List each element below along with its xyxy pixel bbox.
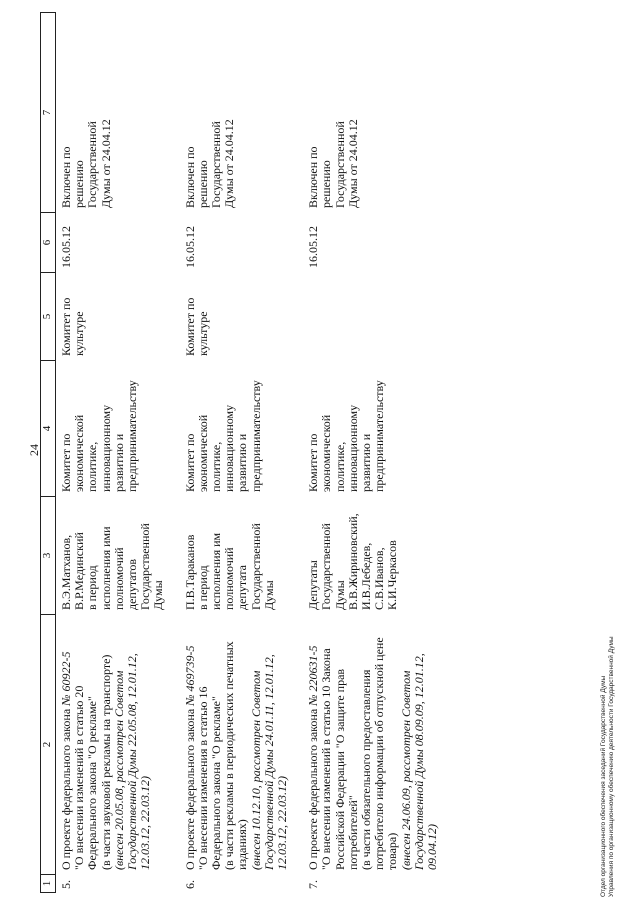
initiator-line: Думы [332,580,347,610]
column-header: 1 [41,875,56,893]
co-executor-line: культуре [195,311,210,356]
bill-description-line: Российской Федерации "О защите прав [332,668,347,870]
bill-description-line: (внесен 20.05.08, рассмотрен Советом [111,670,126,870]
committee-line: предпринимательству [248,380,263,492]
initiator-line: в период [85,565,100,610]
bill-description-line: 09.04.12) [425,824,440,870]
initiator-line: Думы [261,580,276,610]
initiator-line: исполнения им [209,532,224,610]
initiator-line: депутатов [125,558,140,610]
status-line: Включен по [306,146,321,208]
status-cell [56,13,180,213]
status-line: Государственной [209,121,224,208]
bill-description-line: потребителю информации об отпускной цене [372,637,387,870]
status-cell [180,13,304,213]
committee-line: развитию и [235,433,250,492]
bill-description-line: Государственной Думы 24.01.11, 12.01.12, [261,654,276,870]
review-date: 16.05.12 [306,226,321,268]
initiator-line: Государственной [138,523,153,610]
initiator-line: в период [195,565,210,610]
committee-line: экономической [319,414,334,492]
committee-line: экономической [72,414,87,492]
bill-description-line: (в части обязательного предоставления [359,669,374,870]
date-cell [303,213,453,273]
status-line: решению [72,160,87,208]
bill-description-line: "О внесении изменений в статью 10 Закона [319,648,334,870]
review-date: 16.05.12 [59,226,73,268]
status-cell [303,13,453,213]
bill-title-text: О проекте федерального закона [59,705,73,870]
initiator-line: Думы [151,580,166,610]
column-header: 3 [41,497,56,615]
row-number-cell [180,875,304,893]
committee-line: развитию и [111,433,126,492]
row-number: 6. [182,880,197,889]
responsible-committee-cell [303,361,453,497]
initiator-line: полномочий [222,547,237,610]
committee-line: Комитет по [59,433,73,492]
bill-description-line: (внесен 10.12.10, рассмотрен Советом [248,670,263,870]
initiator-line: С.В.Иванов, [372,547,387,610]
bill-description-line: (в части рекламы в периодических печатных [222,641,237,870]
bill-description-line: "О внесении изменений в статью 20 [72,685,87,870]
committee-line: предпринимательству [372,380,387,492]
page-number: 24 [27,444,41,456]
status-line: Государственной [85,121,100,208]
bill-description-line: (внесен 24.06.09, рассмотрен Советом [398,670,413,870]
status-line: решению [195,160,210,208]
responsible-committee-cell [180,361,304,497]
committee-line: Комитет по [306,433,321,492]
co-executor-line: Комитет по [182,297,197,356]
bill-description-line: 12.03.12, 22.03.12) [138,776,153,870]
committee-line: инновационному [345,404,360,492]
initiator-line: В.В.Жириновский, [345,513,360,610]
initiator-line: Государственной [319,523,334,610]
initiator-line: И.В.Лебедев, [359,542,374,610]
co-executor-cell [303,273,453,361]
bill-number: № 60922-5 [59,651,73,706]
committee-line: политике, [332,441,347,492]
status-line: Включен по [182,146,197,208]
committee-line: инновационному [98,404,113,492]
row-number: 5. [59,880,73,889]
footer-line: Отдел организационного обеспечения заседаний Государственной Думы [600,675,607,897]
footer-line: Управления по организационному обеспечению деятельности Государственной Думы [608,636,615,897]
initiators-cell [303,497,453,615]
bill-title-text: О проекте федерального закона [182,705,197,870]
bill-description-line: (в части звуковой рекламы на транспорте) [98,654,113,870]
review-date: 16.05.12 [182,226,197,268]
bill-description-line: 12.03.12, 22.03.12) [275,776,290,870]
initiator-line: полномочий [111,547,126,610]
bill-description-cell [180,615,304,875]
bill-title-line [184,619,197,870]
date-cell [56,213,180,273]
agenda-table [40,12,453,893]
initiator-line: К.И.Черкасов [385,540,400,610]
footer [600,636,616,897]
initiator-line: депутата [235,565,250,610]
table-header-row [41,13,56,893]
initiators-cell [180,497,304,615]
initiator-line: П.В.Тараканов [182,534,197,610]
bill-description-cell [303,615,453,875]
status-line: Включен по [59,146,73,208]
committee-line: Комитет по [182,433,197,492]
status-line: Думы от 24.04.12 [345,119,360,208]
committee-line: экономической [195,414,210,492]
committee-line: политике, [85,441,100,492]
co-executor-cell [56,273,180,361]
initiator-line: В.Р.Мединский [72,532,87,610]
column-header: 2 [41,615,56,875]
row-number-cell [303,875,453,893]
committee-line: политике, [209,441,224,492]
bill-title-text: О проекте федерального закона [306,705,321,870]
column-header: 7 [41,13,56,213]
table-row [56,13,180,893]
bill-description-line: Федерального закона "О рекламе" [85,696,100,870]
initiator-line: В.Э.Матханов, [59,534,73,610]
committee-line: развитию и [359,433,374,492]
table-body [56,13,454,893]
column-header: 4 [41,361,56,497]
column-header: 5 [41,273,56,361]
co-executor-cell [180,273,304,361]
bill-description-line: Государственной Думы 22.05.08, 12.01.12, [125,653,140,870]
column-header: 6 [41,213,56,273]
date-cell [180,213,304,273]
initiator-line: Государственной [248,523,263,610]
row-number: 7. [306,880,321,889]
bill-description-line: товара) [385,832,400,870]
bill-description-line: Федерального закона "О рекламе" [209,696,224,870]
committee-line: предпринимательству [125,380,140,492]
status-line: Думы от 24.04.12 [222,119,237,208]
status-line: Государственной [332,121,347,208]
bill-number: № 220631-5 [306,645,321,706]
co-executor-line: Комитет по [59,297,73,356]
committee-line: инновационному [222,404,237,492]
bill-description-line: потребителей" [345,795,360,870]
table-row [303,13,453,893]
initiator-line: исполнения ими [98,526,113,610]
bill-number: № 469739-5 [182,645,197,706]
initiators-cell [56,497,180,615]
row-number-cell [56,875,180,893]
bill-description-line: Государственной Думы 08.09.09, 12.01.12, [411,653,426,870]
bill-description-line: "О внесении изменения в статью 16 [195,686,210,870]
bill-description-line: изданиях) [235,819,250,870]
table-row [180,13,304,893]
initiator-line: Депутаты [306,560,321,610]
status-line: Думы от 24.04.12 [98,119,113,208]
status-line: решению [319,160,334,208]
co-executor-line: культуре [72,311,87,356]
bill-description-cell [56,615,180,875]
responsible-committee-cell [56,361,180,497]
